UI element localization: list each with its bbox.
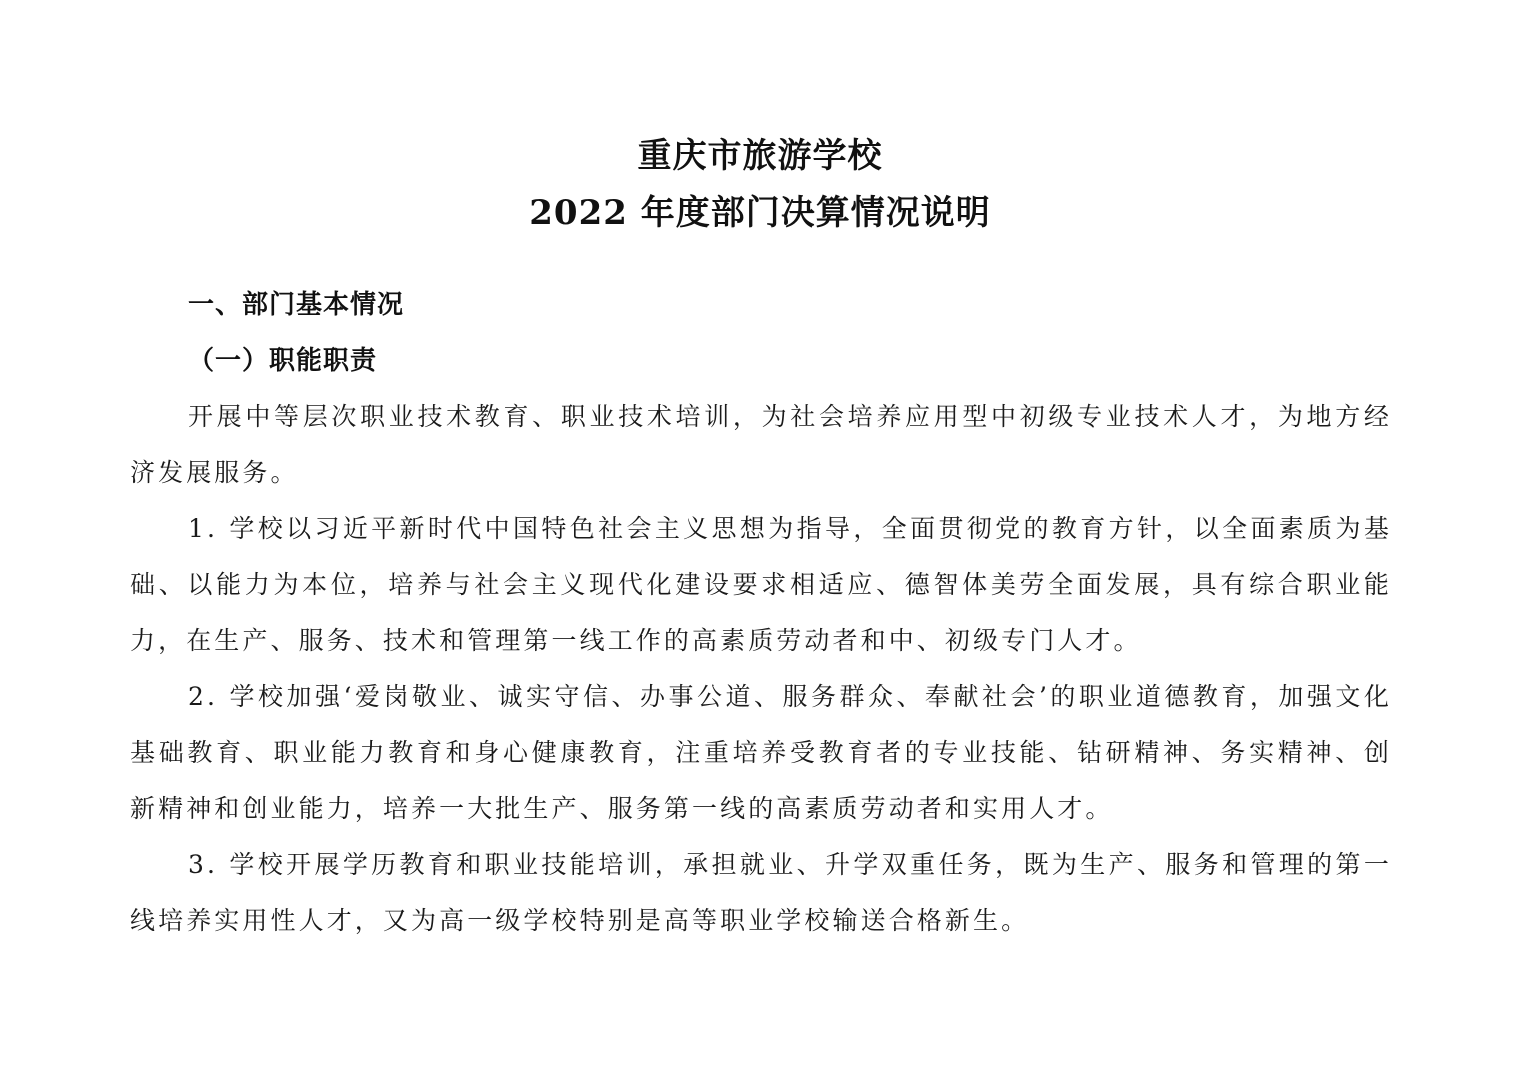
document-body [130,277,1392,949]
subsection-heading: （一）职能职责 [188,346,378,376]
paragraph-intro: 开展中等层次职业技术教育、职业技术培训，为社会培养应用型中初级专业技术人才，为地方经济发展服务。 [130,402,1392,487]
document-title [0,128,1520,242]
paragraph-item-1: 1. 学校以习近平新时代中国特色社会主义思想为指导，全面贯彻党的教育方针，以全面素质为基础、以能力为本位，培养与社会主义现代化建设要求相适应、德智体美劳全面发展，具有综合职业能力，在生产、服务、技术和管理第一线工作的高素质劳动者和中、初级专门人才。 [130,514,1392,655]
title-line-1: 重庆市旅游学校 [637,136,883,176]
title-line-2: 2022 年度部门决算情况说明 [529,193,991,233]
paragraph-item-3: 3. 学校开展学历教育和职业技能培训，承担就业、升学双重任务，既为生产、服务和管理的第一线培养实用性人才，又为高一级学校特别是高等职业学校输送合格新生。 [130,850,1392,935]
paragraph-item-2: 2. 学校加强‘爱岗敬业、诚实守信、办事公道、服务群众、奉献社会’的职业道德教育，加强文化基础教育、职业能力教育和身心健康教育，注重培养受教育者的专业技能、钻研精神、务实精神、创新精神和创业能力，培养一大批生产、服务第一线的高素质劳动者和实用人才。 [130,682,1392,823]
section-heading: 一、部门基本情况 [188,290,405,320]
